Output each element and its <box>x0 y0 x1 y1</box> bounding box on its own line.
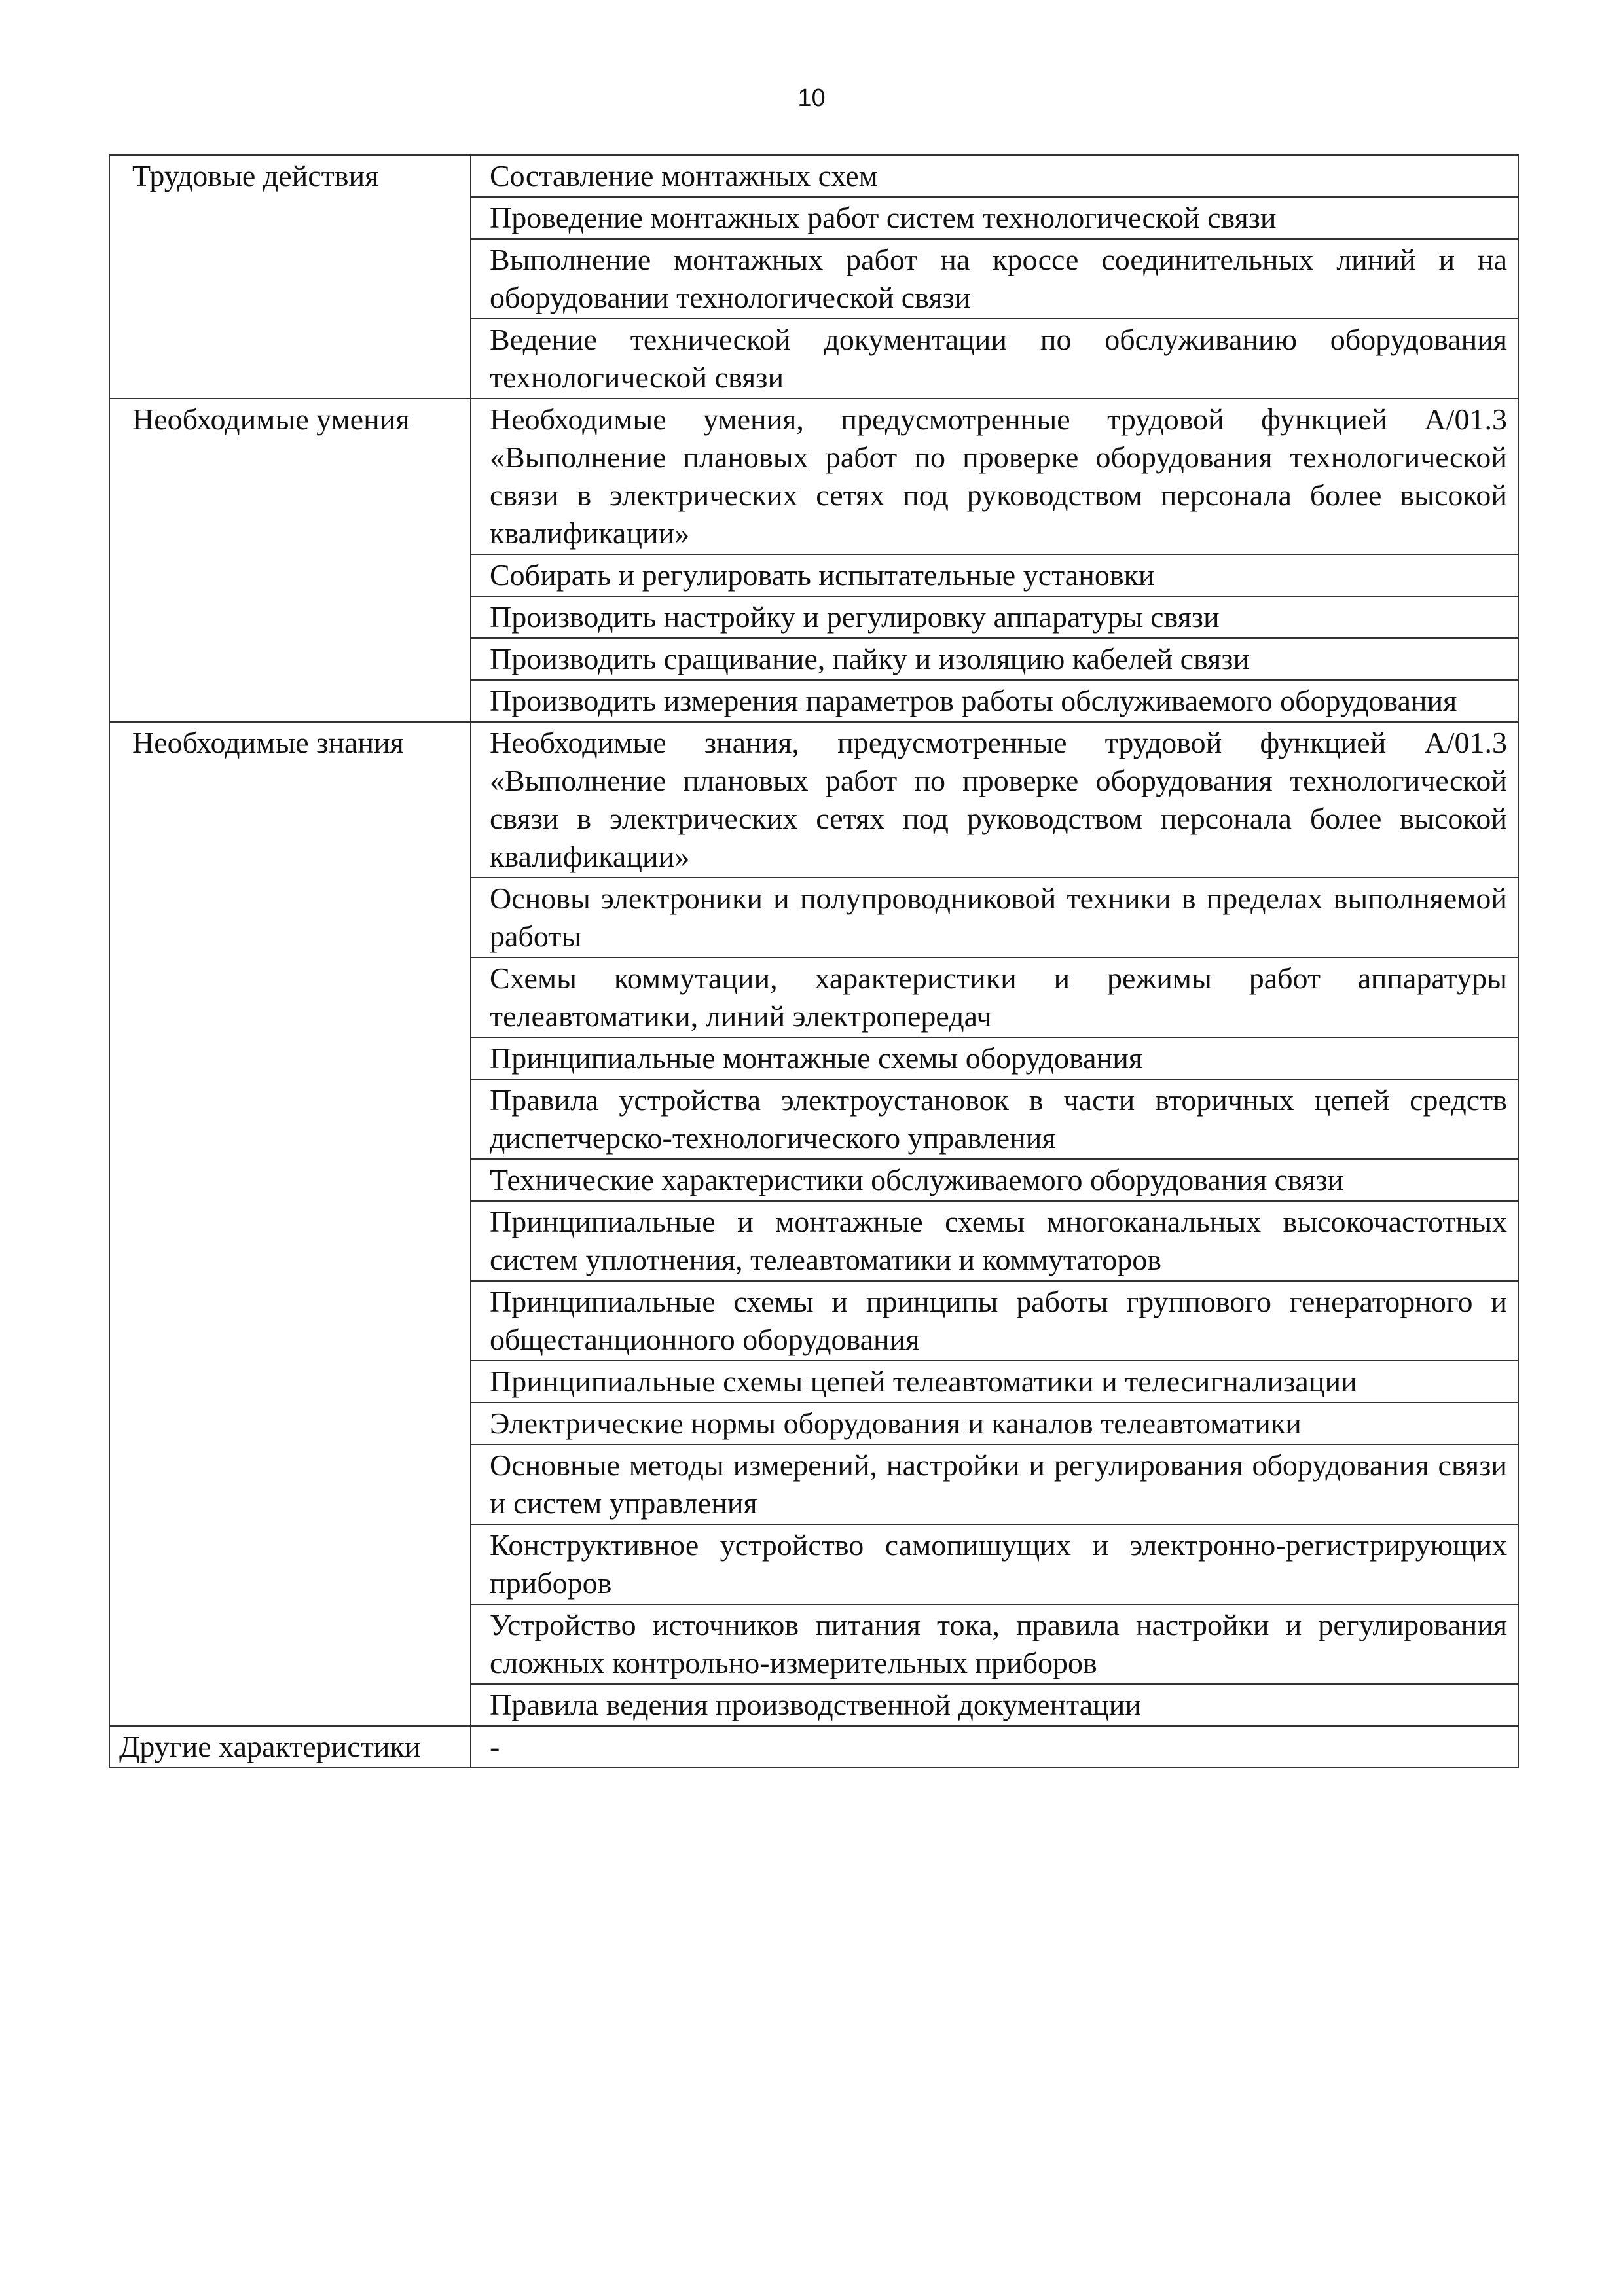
table-cell: Принципиальные схемы и принципы работы группового генераторного и общестанционного оборудования <box>471 1281 1518 1361</box>
table-cell: Основы электроники и полупроводниковой техники в пределах выполняемой работы <box>471 878 1518 958</box>
table-row <box>109 1726 1518 1768</box>
table-cell: Конструктивное устройство самопишущих и электронно-регистрирующих приборов <box>471 1524 1518 1604</box>
table-cell: Устройство источников питания тока, правила настройки и регулирования сложных контрольно-измерительных приборов <box>471 1604 1518 1684</box>
table-cell: Необходимые умения, предусмотренные трудовой функцией A/01.3 «Выполнение плановых работ по проверке оборудования технологической связи в электрических сетях под руководством персонала более высокой квалификации» <box>471 399 1518 554</box>
table-cell: Принципиальные монтажные схемы оборудования <box>471 1037 1518 1079</box>
page-number: 10 <box>797 84 826 112</box>
table-cell: Принципиальные схемы цепей телеавтоматики и телесигнализации <box>471 1361 1518 1403</box>
section-label-labor-actions: Трудовые действия <box>109 155 471 399</box>
table-cell: Электрические нормы оборудования и каналов телеавтоматики <box>471 1403 1518 1444</box>
table-cell: Составление монтажных схем <box>471 155 1518 197</box>
table-body <box>109 155 1518 1768</box>
table-cell: Схемы коммутации, характеристики и режимы работ аппаратуры телеавтоматики, линий электропередач <box>471 958 1518 1037</box>
table-row <box>109 722 1518 878</box>
table-cell: - <box>471 1726 1518 1768</box>
table-row <box>109 155 1518 197</box>
table-cell: Ведение технической документации по обслуживанию оборудования технологической связи <box>471 319 1518 399</box>
table-cell: Производить сращивание, пайку и изоляцию кабелей связи <box>471 638 1518 680</box>
table-cell: Производить измерения параметров работы обслуживаемого оборудования <box>471 680 1518 722</box>
table-cell: Собирать и регулировать испытательные установки <box>471 554 1518 596</box>
labor-function-table <box>109 154 1519 1768</box>
table-cell: Производить настройку и регулировку аппаратуры связи <box>471 596 1518 638</box>
table-cell: Проведение монтажных работ систем технологической связи <box>471 197 1518 239</box>
table-cell: Выполнение монтажных работ на кроссе соединительных линий и на оборудовании технологической связи <box>471 239 1518 319</box>
table-cell: Правила устройства электроустановок в части вторичных цепей средств диспетчерско-технологического управления <box>471 1079 1518 1159</box>
table-cell: Принципиальные и монтажные схемы многоканальных высокочастотных систем уплотнения, телеавтоматики и коммутаторов <box>471 1201 1518 1281</box>
table-cell: Правила ведения производственной документации <box>471 1684 1518 1726</box>
section-label-required-knowledge: Необходимые знания <box>109 722 471 1726</box>
table-cell: Технические характеристики обслуживаемого оборудования связи <box>471 1159 1518 1201</box>
section-label-required-skills: Необходимые умения <box>109 399 471 722</box>
table-cell: Основные методы измерений, настройки и регулирования оборудования связи и систем управления <box>471 1444 1518 1524</box>
table-row <box>109 399 1518 554</box>
section-label-other-characteristics: Другие характеристики <box>109 1726 471 1768</box>
table-cell: Необходимые знания, предусмотренные трудовой функцией A/01.3 «Выполнение плановых работ по проверке оборудования технологической связи в электрических сетях под руководством персонала более высокой квалификации» <box>471 722 1518 878</box>
